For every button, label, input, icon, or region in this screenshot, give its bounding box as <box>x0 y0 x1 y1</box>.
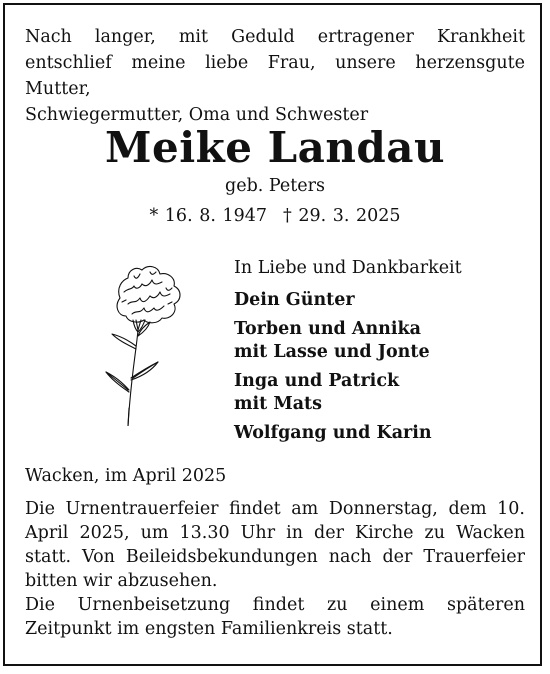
birth-date: * 16. 8. 1947 <box>149 206 267 226</box>
death-date: † 29. 3. 2025 <box>283 206 401 226</box>
mourner-line: Dein Günter <box>234 290 355 310</box>
mourners-list <box>234 289 534 451</box>
service-line-2: April 2025, um 13.30 Uhr in der Kirche zu Wacken <box>25 523 525 543</box>
service-line-1: Die Urnentrauerfeier findet am Donnerstag, dem 10. <box>25 499 525 519</box>
mourner-line: Inga und Patrick <box>234 371 400 391</box>
service-line-5: Die Urnenbeisetzung findet zu einem späteren <box>25 595 525 615</box>
service-line-4: bitten wir abzusehen. <box>25 571 218 591</box>
mourner-group-2 <box>234 318 534 364</box>
place-and-date: Wacken, im April 2025 <box>25 466 227 486</box>
carnation-flower-icon <box>98 258 196 426</box>
intro-line-3: Schwiegermutter, Oma und Schwester <box>25 105 369 125</box>
maiden-name: geb. Peters <box>225 176 325 196</box>
mourner-line: mit Lasse und Jonte <box>234 342 430 362</box>
service-info <box>25 497 525 641</box>
deceased-name: Meike Landau <box>104 123 445 172</box>
service-line-3: statt. Von Beileidsbekundungen nach der Trauerfeier <box>25 547 525 567</box>
mourner-line: Wolfgang und Karin <box>234 423 432 443</box>
intro-line-1: Nach langer, mit Geduld ertragener Krankheit <box>25 27 525 47</box>
mourner-group-4 <box>234 422 534 445</box>
service-line-6: Zeitpunkt im engsten Familienkreis statt. <box>25 619 393 639</box>
mourner-group-1 <box>234 289 534 312</box>
mourner-line: Torben und Annika <box>234 319 422 339</box>
intro-text <box>25 24 525 128</box>
mourner-line: mit Mats <box>234 394 322 414</box>
mourners-intro: In Liebe und Dankbarkeit <box>234 258 462 278</box>
life-dates <box>0 204 550 228</box>
intro-line-2: entschlief meine liebe Frau, unsere herzensgute Mutter, <box>25 53 525 99</box>
mourner-group-3 <box>234 370 534 416</box>
